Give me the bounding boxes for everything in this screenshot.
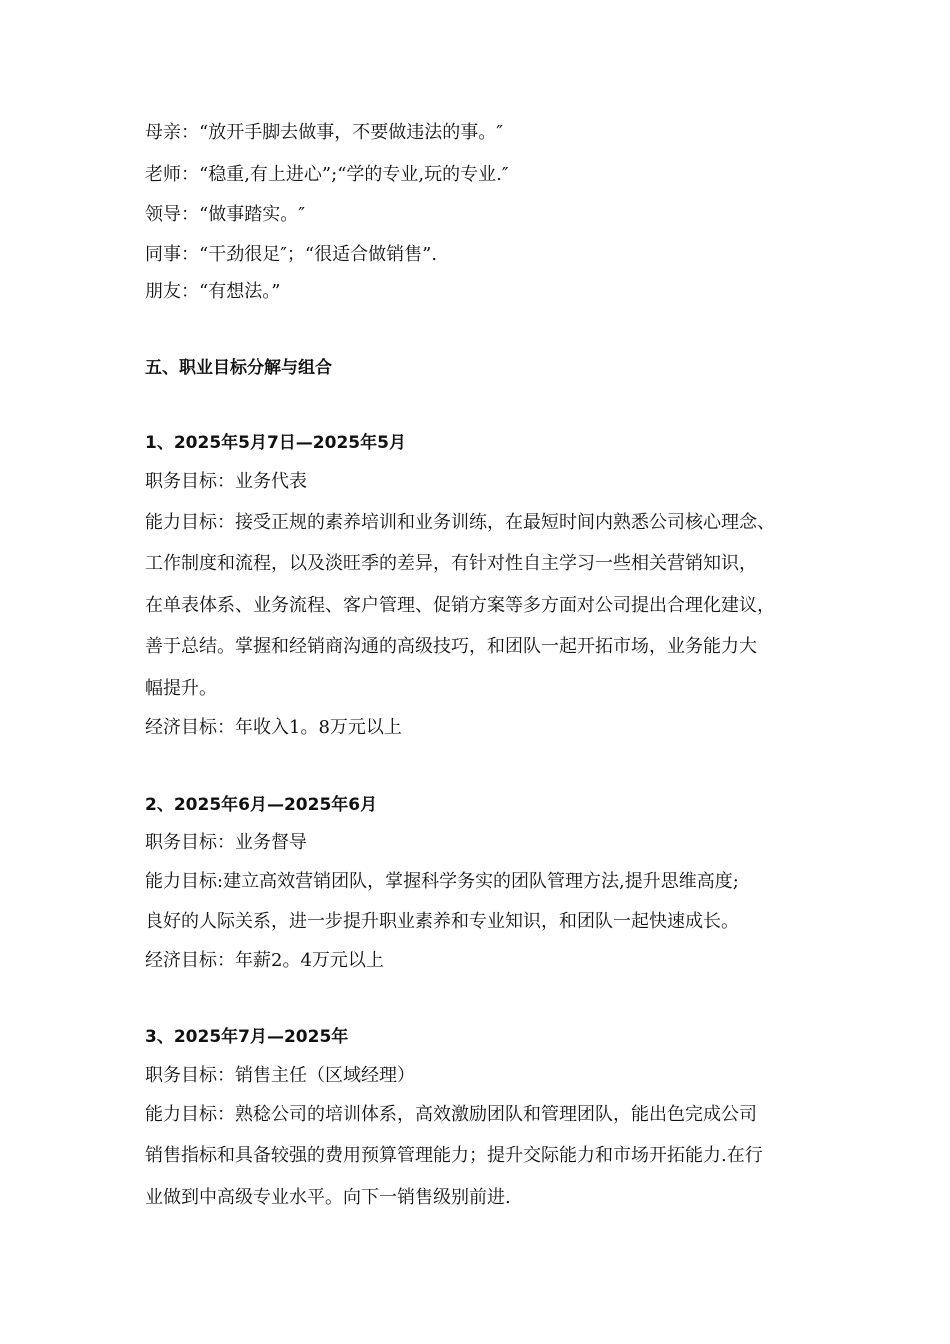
section-title: 五、职业目标分解与组合 [145,358,332,378]
stage2-ability-line: 能力目标:建立高效营销团队，掌握科学务实的团队管理方法,提升思维高度; [145,871,739,892]
evaluation-mother: 母亲：“放开手脚去做事，不要做违法的事。″ [145,122,503,143]
stage1-position: 职务目标：业务代表 [145,471,307,492]
stage2-economic: 经济目标：年薪2。4万元以上 [145,950,384,971]
stage3-ability-line: 业做到中高级专业水平。向下一销售级别前进. [145,1187,511,1208]
stage1-heading: 1、2025年5月7日—2025年5月 [145,433,406,453]
stage3-heading: 3、2025年7月—2025年 [145,1027,349,1047]
stage1-ability-line: 幅提升。 [145,678,217,699]
stage1-ability-line: 工作制度和流程，以及淡旺季的差异，有针对性自主学习一些相关营销知识， [145,553,757,574]
stage1-ability-line: 能力目标：接受正规的素养培训和业务训练，在最短时间内熟悉公司核心理念、 [145,512,775,533]
stage2-heading: 2、2025年6月—2025年6月 [145,795,378,815]
stage3-ability-line: 能力目标：熟稔公司的培训体系，高效激励团队和管理团队，能出色完成公司 [145,1104,757,1125]
stage2-position: 职务目标：业务督导 [145,832,307,853]
stage1-economic: 经济目标：年收入1。8万元以上 [145,717,402,738]
stage1-ability-line: 在单表体系、业务流程、客户管理、促销方案等多方面对公司提出合理化建议， [145,595,775,616]
evaluation-leader: 领导：“做事踏实。″ [145,204,305,225]
stage3-ability-line: 销售指标和具备较强的费用预算管理能力；提升交际能力和市场开拓能力.在行 [145,1145,763,1166]
evaluation-friend: 朋友：“有想法。” [145,281,281,302]
evaluation-colleague: 同事：“干劲很足″；“很适合做销售”. [145,244,438,265]
stage3-position: 职务目标：销售主任（区域经理） [145,1065,415,1086]
stage1-ability-line: 善于总结。掌握和经销商沟通的高级技巧，和团队一起开拓市场，业务能力大 [145,636,757,657]
stage2-ability-line: 良好的人际关系，进一步提升职业素养和专业知识，和团队一起快速成长。 [145,911,739,932]
evaluation-teacher: 老师：“稳重,有上进心”;“学的专业,玩的专业.″ [145,164,509,185]
